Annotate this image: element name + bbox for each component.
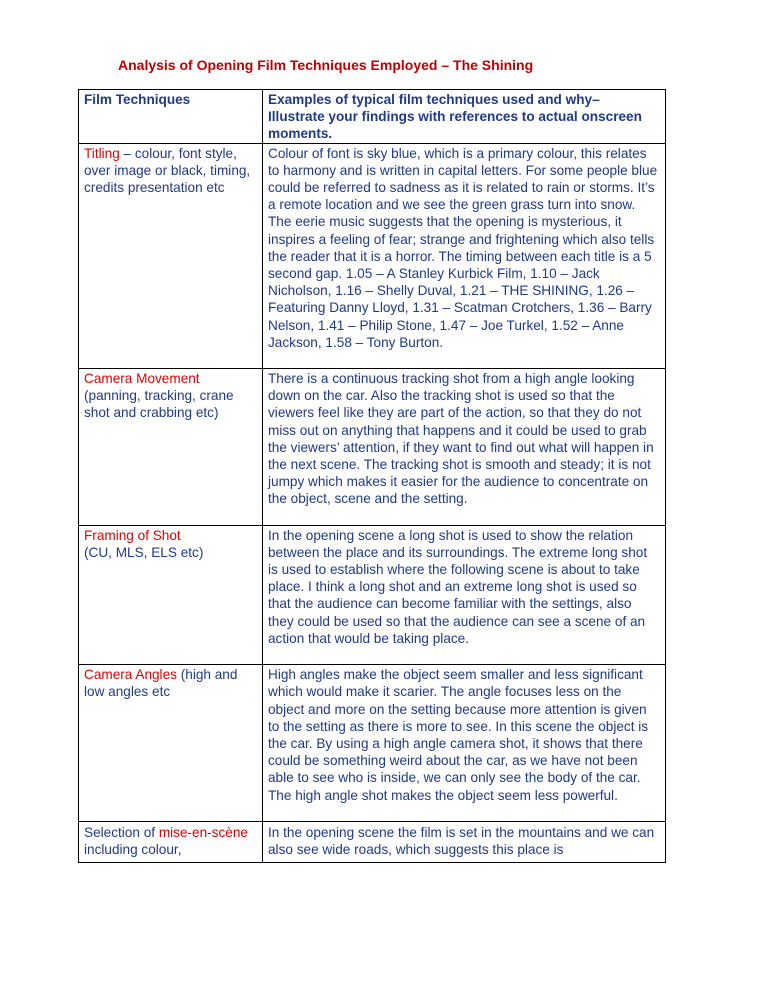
document-title: Analysis of Opening Film Techniques Employed – The Shining xyxy=(118,57,534,73)
technique-name: Camera Angles xyxy=(84,667,177,683)
techniques-table xyxy=(78,89,666,863)
row-label-cell xyxy=(79,143,263,368)
header-film-techniques: Film Techniques xyxy=(79,90,263,144)
table-row xyxy=(79,525,666,664)
row-label-cell xyxy=(79,369,263,526)
table-row xyxy=(79,369,666,526)
row-text: High angles make the object seem smaller and less significant which would make it scarier. The angle focuses less on the object and more on the setting because more attention is given to the setting as there is more to see. In this scene the object is the car. By using a high angle camera shot, it shows that there could be something weird about the car, as we have not been able to see who is inside, we can only see the body of the car. The high angle shot makes the object seem less powerful. xyxy=(268,667,649,803)
row-label-cell xyxy=(79,821,263,862)
table-row xyxy=(79,821,666,862)
row-text-cell xyxy=(263,665,666,822)
table-header-row xyxy=(79,90,666,144)
row-label-cell xyxy=(79,525,263,664)
technique-name: mise-en-scène xyxy=(158,824,248,840)
header-examples: Examples of typical film techniques used and why– Illustrate your findings with references to actual onscreen moments. xyxy=(263,90,666,144)
technique-name: Framing of Shot xyxy=(84,527,181,543)
technique-detail: (CU, MLS, ELS etc) xyxy=(84,544,204,560)
technique-name: Camera Movement xyxy=(84,371,200,387)
row-text: In the opening scene a long shot is used to show the relation between the place and its surroundings. The extreme long shot is used to establish where the following scene is about to take place. I think a long shot and an extreme long shot is used so that the audience can become familiar with the settings, also they could be used so that the audience can see a scene of an action that would be taking place. xyxy=(268,527,648,646)
technique-detail: including colour, xyxy=(84,841,182,857)
table-row xyxy=(79,143,666,368)
row-text-cell xyxy=(263,143,666,368)
row-label-cell xyxy=(79,665,263,822)
table-row xyxy=(79,665,666,822)
row-text-cell xyxy=(263,525,666,664)
technique-detail: – colour, font style, over image or black, timing, credits presentation etc xyxy=(84,145,251,196)
technique-name: Titling xyxy=(84,145,120,161)
technique-prefix: Selection of xyxy=(84,824,159,840)
technique-detail: (panning, tracking, crane shot and crabbing etc) xyxy=(84,388,234,421)
row-text-cell xyxy=(263,369,666,526)
row-text-cell xyxy=(263,821,666,862)
row-text: Colour of font is sky blue, which is a primary colour, this relates to harmony and is written in capital letters. For some people blue could be referred to sadness as it is related to rain or storms. It’s a remote location and we see the green grass turn into snow. The eerie music suggests that the opening is mysterious, it inspires a feeling of fear; strange and frightening which also tells the reader that it is a horror. The timing between each title is a 5 second gap. 1.05 – A Stanley Kurbick Film, 1.10 – Jack Nicholson, 1.16 – Shelly Duval, 1.21 – THE SHINING, 1.26 – Featuring Danny Lloyd, 1.31 – Scatman Crotchers, 1.36 – Barry Nelson, 1.41 – Philip Stone, 1.47 – Joe Turkel, 1.52 – Anne Jackson, 1.58 – Tony Burton. xyxy=(268,145,658,350)
technique-detail: (high and low angles etc xyxy=(84,667,238,700)
row-text: There is a continuous tracking shot from a high angle looking down on the car. Also the tracking shot is used so that the viewers feel like they are part of the action, so that they do not miss out on anything that happens and it could be used to grab the viewers’ attention, if they want to find out what will happen in the next scene. The tracking shot is smooth and steady; it is not jumpy which makes it easier for the audience to concentrate on the object, scene and the setting. xyxy=(268,371,654,507)
row-text: In the opening scene the film is set in the mountains and we can also see wide roads, which suggests this place is xyxy=(268,824,655,857)
